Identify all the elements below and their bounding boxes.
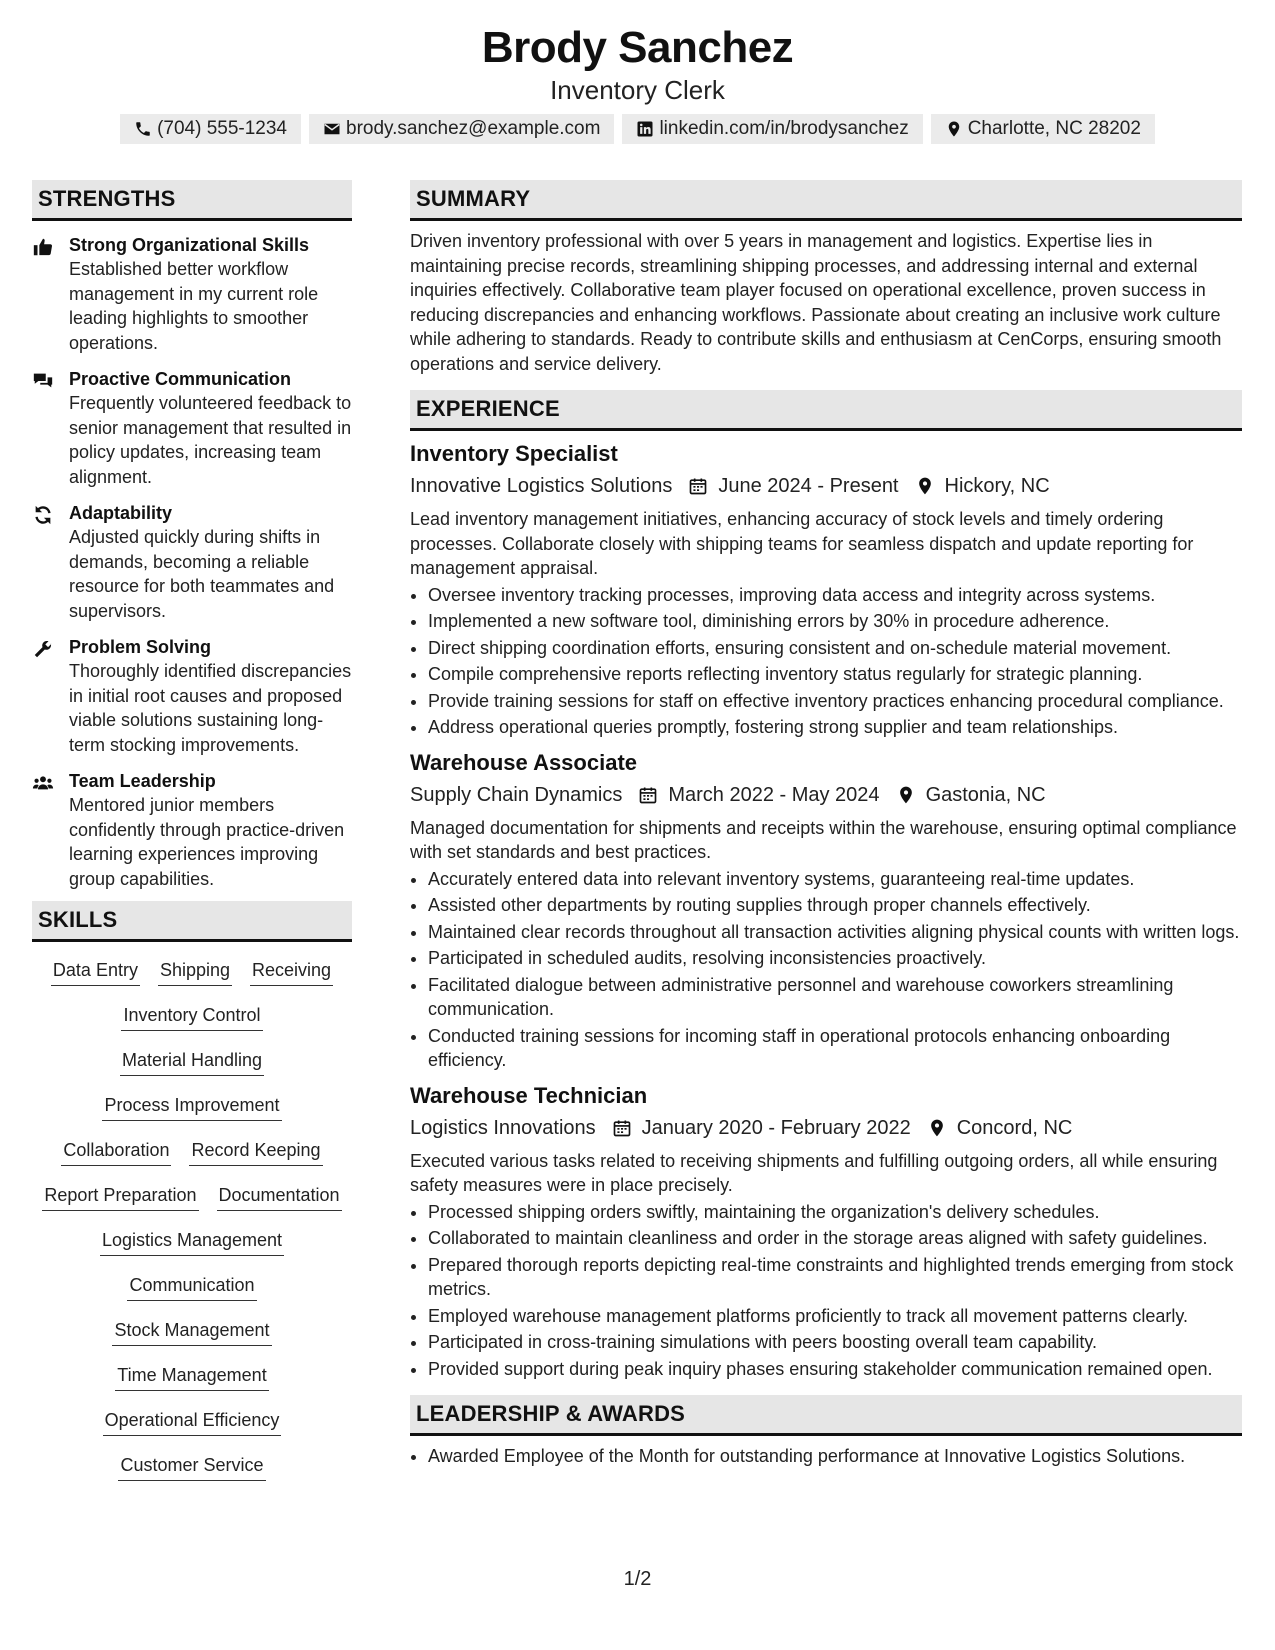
job-bullets: [410, 1200, 1242, 1382]
contact-location: [931, 114, 1155, 144]
resume-header: [0, 22, 1275, 144]
bullet-item: • Address operational queries promptly, fostering strong supplier and team relationships.: [428, 715, 1242, 740]
linkedin-icon: [636, 120, 654, 138]
bullet-item: • Oversee inventory tracking processes, improving data access and integrity across systems.: [428, 583, 1242, 608]
phone-icon: [134, 120, 152, 138]
candidate-name: Brody Sanchez: [481, 23, 794, 72]
experience-heading: EXPERIENCE: [410, 390, 1242, 431]
strengths-heading: STRENGTHS: [32, 180, 352, 221]
job-description: Managed documentation for shipments and receipts within the warehouse, ensuring optimal compliance with set standards and best practices.: [410, 817, 1237, 862]
job-entry: [410, 1081, 1242, 1382]
skill-tag: Operational Efficiency: [103, 1408, 282, 1436]
calendar-icon: [638, 785, 658, 805]
location-pin-icon: [915, 476, 935, 496]
skill-tag: Process Improvement: [102, 1093, 281, 1121]
job-description: Executed various tasks related to receiving shipments and fulfilling outgoing orders, all while ensuring safety measures were in place precisely.: [410, 1150, 1218, 1195]
job-company: Supply Chain Dynamics: [410, 783, 623, 806]
summary-text: Driven inventory professional with over 5 years in management and logistics. Expertise lies in maintaining precise records, streamlining shipping processes, and addressing internal and external inquiries effectively. Collaborative team player focused on operational excellence, proven success in reducing discrepancies and enhancing workflows. Passionate about creating an inclusive work culture while adhering to standards. Ready to contribute skills and enthusiasm at CenCorps, ensuring smooth operations and service delivery.: [410, 231, 1222, 374]
skill-tag: Data Entry: [51, 958, 140, 986]
skill-tag: Customer Service: [118, 1453, 265, 1481]
job-description: Lead inventory management initiatives, enhancing accuracy of stock levels and timely ordering processes. Collaborate closely with shipping teams for seamless dispatch and update reporting for management appraisal.: [410, 509, 1194, 578]
bullet-item: • Maintained clear records throughout all transaction activities aligning physical counts with written logs.: [428, 920, 1242, 945]
skill-tag: Collaboration: [61, 1138, 171, 1166]
bullet-item: • Prepared thorough reports depicting real-time constraints and highlighted trends emerging from stock metrics.: [428, 1253, 1242, 1302]
right-column: [410, 180, 1242, 1471]
bullet-item: • Participated in scheduled audits, resolving inconsistencies proactively.: [428, 946, 1242, 971]
strength-item: [32, 501, 352, 623]
job-title: Warehouse Associate: [410, 749, 638, 775]
location-pin-icon: [927, 1118, 947, 1138]
job-company: Innovative Logistics Solutions: [410, 475, 673, 497]
strength-desc: Established better workflow management in my current role leading highlights to smoother operations.: [69, 259, 319, 353]
thumbs-up-icon: [32, 236, 54, 258]
job-entry: [410, 439, 1242, 740]
skill-tag: Shipping: [158, 958, 232, 986]
chat-bubbles-icon: [32, 370, 54, 392]
bullet-item: • Employed warehouse management platforms proficiently to track all movement patterns clearly.: [428, 1304, 1242, 1329]
bullet-item: • Compile comprehensive reports reflecting inventory status regularly for strategic planning.: [428, 662, 1242, 687]
contact-phone: [120, 114, 301, 144]
bullet-item: • Accurately entered data into relevant inventory systems, guaranteeing real-time updates.: [428, 867, 1242, 892]
job-dates: March 2022 - May 2024: [668, 783, 880, 806]
skill-tag: Documentation: [217, 1183, 342, 1211]
calendar-icon: [688, 476, 708, 496]
strength-item: [32, 233, 352, 355]
job-entry: [410, 748, 1242, 1073]
strength-title: Proactive Communication: [69, 369, 292, 389]
skill-tag: Stock Management: [112, 1318, 271, 1346]
skill-tag: Communication: [127, 1273, 256, 1301]
contact-location-text: Charlotte, NC 28202: [967, 118, 1141, 139]
skill-tag: Material Handling: [120, 1048, 264, 1076]
contact-phone-text: (704) 555-1234: [157, 118, 287, 139]
awards-heading: LEADERSHIP & AWARDS: [410, 1395, 1242, 1436]
job-dates: January 2020 - February 2022: [641, 1116, 911, 1139]
refresh-icon: [32, 504, 54, 526]
left-column: [32, 180, 352, 1488]
strength-title: Problem Solving: [69, 637, 212, 657]
contact-bar: [0, 114, 1275, 144]
job-title: Warehouse Technician: [410, 1082, 648, 1108]
bullet-item: • Collaborated to maintain cleanliness and order in the storage areas aligned with safety guidelines.: [428, 1226, 1242, 1251]
contact-linkedin-text: linkedin.com/in/brodysanchez: [659, 118, 909, 139]
job-meta: [410, 471, 1242, 501]
job-company: Logistics Innovations: [410, 1116, 596, 1139]
job-location: Concord, NC: [956, 1116, 1073, 1139]
bullet-item: • Implemented a new software tool, diminishing errors by 30% in procedure adherence.: [428, 609, 1242, 634]
skill-tag: Record Keeping: [189, 1138, 322, 1166]
job-role: Inventory Clerk: [550, 75, 725, 105]
contact-email[interactable]: [309, 114, 614, 144]
bullet-item: • Processed shipping orders swiftly, maintaining the organization's delivery schedules.: [428, 1200, 1242, 1225]
summary-heading: SUMMARY: [410, 180, 1242, 221]
bullet-item: • Participated in cross-training simulations with peers boosting overall team capability.: [428, 1330, 1242, 1355]
bullet-item: • Direct shipping coordination efforts, ensuring consistent and on-schedule material movement.: [428, 636, 1242, 661]
calendar-icon: [612, 1118, 632, 1138]
contact-linkedin[interactable]: [622, 114, 922, 144]
job-dates: June 2024 - Present: [718, 475, 899, 497]
wrench-icon: [32, 638, 54, 660]
strength-title: Team Leadership: [69, 771, 216, 791]
strength-desc: Thoroughly identified discrepancies in initial root causes and proposed viable solutions sustaining long-term stocking improvements.: [69, 661, 352, 755]
envelope-icon: [323, 120, 341, 138]
strength-title: Strong Organizational Skills: [69, 235, 310, 255]
location-pin-icon: [945, 120, 963, 138]
job-location: Hickory, NC: [944, 475, 1050, 497]
skill-tag: Time Management: [115, 1363, 268, 1391]
skill-tag: Report Preparation: [42, 1183, 198, 1211]
skills-list: [32, 948, 352, 1488]
skills-heading: SKILLS: [32, 901, 352, 942]
job-bullets: [410, 583, 1242, 740]
awards-list: [410, 1444, 1242, 1469]
users-icon: [32, 772, 54, 794]
bullet-item: • Facilitated dialogue between administrative personnel and warehouse coworkers streamlining communication.: [428, 973, 1242, 1022]
contact-email-text: brody.sanchez@example.com: [346, 118, 601, 139]
page-number: 1/2: [623, 1568, 652, 1590]
bullet-item: • Provided support during peak inquiry phases ensuring stakeholder communication remained open.: [428, 1357, 1242, 1382]
bullet-item: • Provide training sessions for staff on effective inventory practices enhancing procedural compliance.: [428, 689, 1242, 714]
job-location: Gastonia, NC: [925, 783, 1046, 806]
job-meta: [410, 1113, 1242, 1143]
skill-tag: Receiving: [250, 958, 333, 986]
award-item: • Awarded Employee of the Month for outstanding performance at Innovative Logistics Solutions.: [428, 1444, 1242, 1469]
job-bullets: [410, 867, 1242, 1073]
strengths-list: [32, 233, 352, 901]
job-title: Inventory Specialist: [410, 441, 618, 466]
location-pin-icon: [896, 785, 916, 805]
strength-item: [32, 769, 352, 891]
job-meta: [410, 780, 1242, 810]
strength-desc: Adjusted quickly during shifts in demands, becoming a reliable resource for both teammates and supervisors.: [69, 527, 335, 621]
strength-item: [32, 635, 352, 757]
bullet-item: • Conducted training sessions for incoming staff in operational protocols enhancing onboarding efficiency.: [428, 1024, 1242, 1073]
skill-tag: Logistics Management: [100, 1228, 284, 1256]
bullet-item: • Assisted other departments by routing supplies through proper channels effectively.: [428, 893, 1242, 918]
strength-desc: Frequently volunteered feedback to senior management that resulted in policy updates, increasing team alignment.: [69, 393, 352, 487]
skill-tag: Inventory Control: [121, 1003, 262, 1031]
strength-item: [32, 367, 352, 489]
strength-title: Adaptability: [69, 503, 173, 523]
strength-desc: Mentored junior members confidently through practice-driven learning experiences improving group capabilities.: [69, 795, 345, 889]
